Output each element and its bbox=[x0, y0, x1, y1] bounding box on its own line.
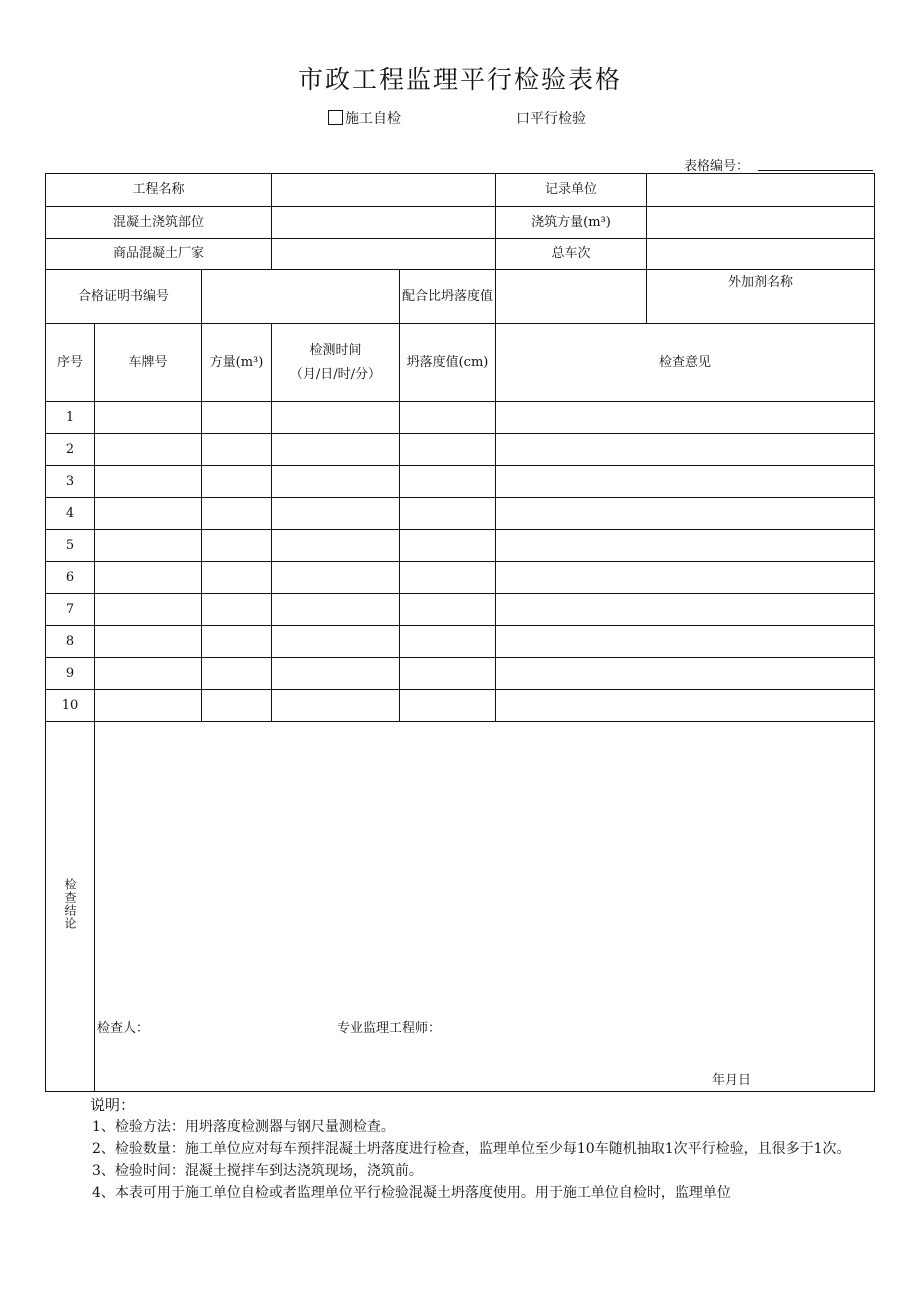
inspection-table bbox=[45, 173, 875, 1092]
row-opinion[interactable] bbox=[496, 466, 875, 498]
row-volume[interactable] bbox=[202, 434, 272, 466]
row-plate[interactable] bbox=[95, 530, 202, 562]
date-label: 年月日 bbox=[712, 1073, 752, 1088]
notes-heading: 说明： bbox=[90, 1096, 136, 1114]
notes-section bbox=[46, 1094, 866, 1204]
conclusion-label-cell bbox=[46, 722, 95, 1092]
conclusion-label: 检查结论 bbox=[63, 877, 77, 930]
row-time[interactable] bbox=[272, 594, 400, 626]
row-seq: 6 bbox=[46, 562, 95, 594]
row-volume[interactable] bbox=[202, 530, 272, 562]
page-title: 市政工程监理平行检验表格 bbox=[297, 65, 622, 94]
row-time[interactable] bbox=[272, 626, 400, 658]
row-seq: 2 bbox=[46, 434, 95, 466]
row-seq: 7 bbox=[46, 594, 95, 626]
row-plate[interactable] bbox=[95, 690, 202, 722]
checkbox-icon[interactable] bbox=[328, 110, 343, 125]
form-number-field[interactable] bbox=[758, 170, 873, 171]
row-seq: 4 bbox=[46, 498, 95, 530]
col-time-line1: 检测时间 bbox=[309, 342, 362, 358]
row-plate[interactable] bbox=[95, 466, 202, 498]
cert-no-label: 合格证明书编号 bbox=[46, 270, 202, 324]
row-volume[interactable] bbox=[202, 498, 272, 530]
inspector-label: 检查人： bbox=[97, 1021, 150, 1036]
table-row bbox=[46, 658, 875, 690]
admixture-label: 外加剂名称 bbox=[647, 270, 875, 324]
row-slump[interactable] bbox=[400, 594, 496, 626]
col-time bbox=[272, 324, 400, 402]
row-time[interactable] bbox=[272, 434, 400, 466]
col-opinion: 检查意见 bbox=[496, 324, 875, 402]
row-opinion[interactable] bbox=[496, 530, 875, 562]
row-opinion[interactable] bbox=[496, 562, 875, 594]
col-volume: 方量(m³) bbox=[202, 324, 272, 402]
row-slump[interactable] bbox=[400, 466, 496, 498]
table-row bbox=[46, 498, 875, 530]
project-name-value[interactable] bbox=[272, 174, 496, 207]
row-seq: 1 bbox=[46, 402, 95, 434]
engineer-label: 专业监理工程师： bbox=[337, 1021, 442, 1036]
self-check-option[interactable] bbox=[328, 108, 401, 128]
mix-slump-value[interactable] bbox=[496, 270, 647, 324]
mix-slump-label: 配合比坍落度值 bbox=[400, 270, 496, 324]
row-volume[interactable] bbox=[202, 594, 272, 626]
self-check-label: 施工自检 bbox=[345, 111, 401, 127]
pour-volume-label: 浇筑方量(m³) bbox=[496, 207, 647, 239]
table-row bbox=[46, 466, 875, 498]
table-row bbox=[46, 562, 875, 594]
row-volume[interactable] bbox=[202, 658, 272, 690]
row-slump[interactable] bbox=[400, 658, 496, 690]
row-time[interactable] bbox=[272, 466, 400, 498]
record-unit-value[interactable] bbox=[647, 174, 875, 207]
row-slump[interactable] bbox=[400, 530, 496, 562]
row-seq: 9 bbox=[46, 658, 95, 690]
row-opinion[interactable] bbox=[496, 594, 875, 626]
row-volume[interactable] bbox=[202, 466, 272, 498]
row-seq: 3 bbox=[46, 466, 95, 498]
row-volume[interactable] bbox=[202, 690, 272, 722]
row-time[interactable] bbox=[272, 530, 400, 562]
row-time[interactable] bbox=[272, 658, 400, 690]
row-time[interactable] bbox=[272, 402, 400, 434]
table-row bbox=[46, 530, 875, 562]
row-volume[interactable] bbox=[202, 562, 272, 594]
note-item-3: 3、检验时间：混凝土搅拌车到达浇筑现场，浇筑前。 bbox=[92, 1163, 423, 1179]
row-slump[interactable] bbox=[400, 498, 496, 530]
note-item-4: 4、本表可用于施工单位自检或者监理单位平行检验混凝土坍落度使用。用于施工单位自检时，监理单位 bbox=[92, 1185, 731, 1201]
table-row bbox=[46, 626, 875, 658]
table-row bbox=[46, 690, 875, 722]
row-slump[interactable] bbox=[400, 562, 496, 594]
table-row bbox=[46, 594, 875, 626]
row-opinion[interactable] bbox=[496, 626, 875, 658]
cert-no-value[interactable] bbox=[202, 270, 400, 324]
table-row bbox=[46, 434, 875, 466]
row-slump[interactable] bbox=[400, 626, 496, 658]
conclusion-area[interactable] bbox=[95, 722, 875, 1092]
record-unit-label: 记录单位 bbox=[496, 174, 647, 207]
col-seq: 序号 bbox=[46, 324, 95, 402]
row-opinion[interactable] bbox=[496, 658, 875, 690]
total-trips-label: 总车次 bbox=[496, 239, 647, 270]
pour-volume-value[interactable] bbox=[647, 207, 875, 239]
manufacturer-value[interactable] bbox=[272, 239, 496, 270]
pour-location-label: 混凝土浇筑部位 bbox=[46, 207, 272, 239]
row-volume[interactable] bbox=[202, 626, 272, 658]
row-time[interactable] bbox=[272, 562, 400, 594]
pour-location-value[interactable] bbox=[272, 207, 496, 239]
row-opinion[interactable] bbox=[496, 498, 875, 530]
form-number-label: 表格编号： bbox=[684, 159, 750, 174]
note-item-1: 1、检验方法：用坍落度检测器与钢尺量测检查。 bbox=[92, 1119, 395, 1135]
row-opinion[interactable] bbox=[496, 402, 875, 434]
rows-body bbox=[46, 402, 875, 722]
row-plate[interactable] bbox=[95, 658, 202, 690]
row-plate[interactable] bbox=[95, 402, 202, 434]
table-row bbox=[46, 402, 875, 434]
project-name-label: 工程名称 bbox=[46, 174, 272, 207]
row-plate[interactable] bbox=[95, 562, 202, 594]
total-trips-value[interactable] bbox=[647, 239, 875, 270]
row-slump[interactable] bbox=[400, 402, 496, 434]
col-time-line2: （月/日/时/分） bbox=[289, 366, 382, 382]
row-volume[interactable] bbox=[202, 402, 272, 434]
row-seq: 10 bbox=[46, 690, 95, 722]
row-slump[interactable] bbox=[400, 434, 496, 466]
row-plate[interactable] bbox=[95, 498, 202, 530]
parallel-check-option[interactable]: 口平行检验 bbox=[516, 111, 586, 127]
col-plate: 车牌号 bbox=[95, 324, 202, 402]
row-opinion[interactable] bbox=[496, 690, 875, 722]
manufacturer-label: 商品混凝土厂家 bbox=[46, 239, 272, 270]
row-plate[interactable] bbox=[95, 434, 202, 466]
row-time[interactable] bbox=[272, 690, 400, 722]
row-time[interactable] bbox=[272, 498, 400, 530]
row-seq: 5 bbox=[46, 530, 95, 562]
row-slump[interactable] bbox=[400, 690, 496, 722]
col-slump: 坍落度值(cm) bbox=[400, 324, 496, 402]
row-plate[interactable] bbox=[95, 594, 202, 626]
row-opinion[interactable] bbox=[496, 434, 875, 466]
row-seq: 8 bbox=[46, 626, 95, 658]
note-item-2: 2、检验数量：施工单位应对每车预拌混凝土坍落度进行检查，监理单位至少每10车随机抽取1次平行检验，且很多于1次。 bbox=[92, 1141, 851, 1157]
row-plate[interactable] bbox=[95, 626, 202, 658]
